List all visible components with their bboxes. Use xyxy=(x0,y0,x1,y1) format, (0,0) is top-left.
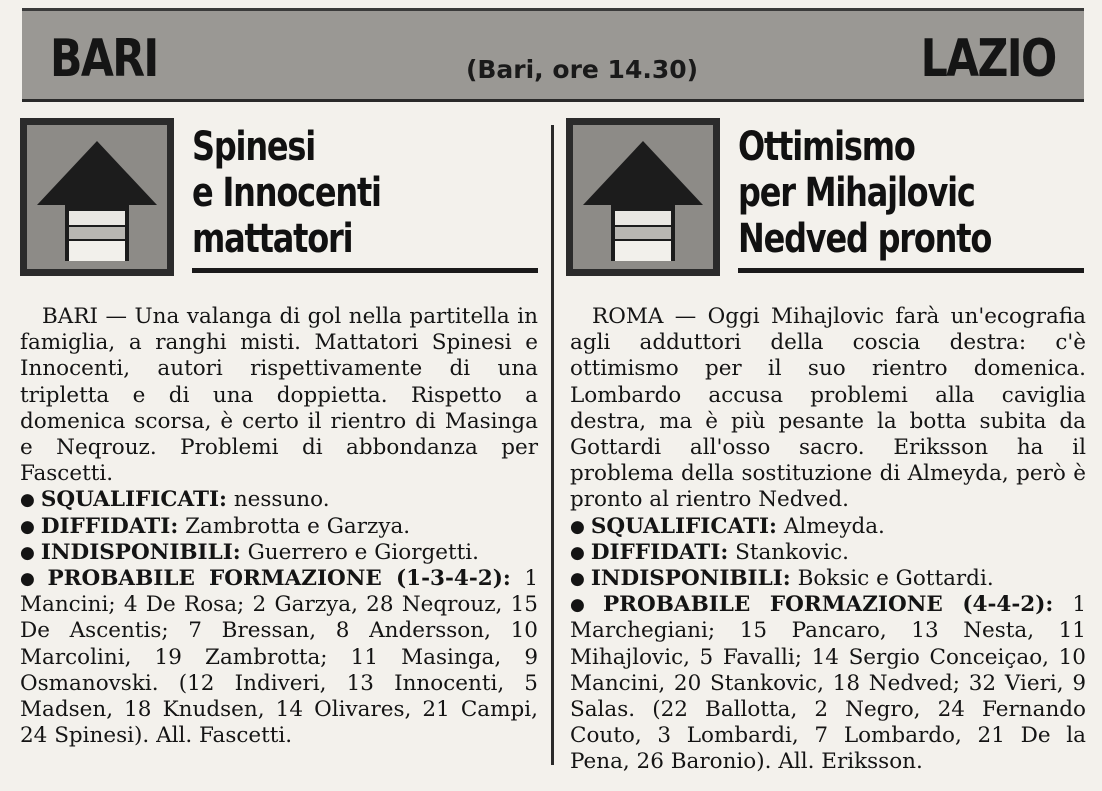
bullet-icon: ● xyxy=(570,542,585,563)
headline-line: mattatori xyxy=(192,216,353,262)
bullet-icon: ● xyxy=(20,516,35,537)
headline-line: Ottimismo xyxy=(738,124,915,170)
info-item: ● INDISPONIBILI: Guerrero e Giorgetti. xyxy=(20,539,479,565)
venue-time: (Bari, ore 14.30) xyxy=(465,55,699,84)
headline-line: per Mihajlovic xyxy=(738,170,975,216)
info-item: ● PROBABILE FORMAZIONE (4-4-2): 1 Marchegiani; 15 Pancaro, 13 Nesta, 11 Mihajlovic, 5 Favalli; 14 Sergio Conceiçao, 10 Mancini, 20 Stankovic, 18 Nedved; 32 Vieri, 9 Salas. (22 Ballotta, 2 Negro, 24 Fernando Couto, 3 Lombardi, 7 Lombardo, 21 De la Pena, 26 Baronio). All. Eriksson. xyxy=(570,592,1086,775)
lazio-headline xyxy=(738,124,1098,262)
bullet-icon: ● xyxy=(20,542,35,563)
lazio-article xyxy=(570,304,1086,776)
bullet-icon: ● xyxy=(570,595,597,616)
bari-article xyxy=(20,304,538,749)
headline-rule xyxy=(192,268,538,273)
headline-rule xyxy=(738,268,1084,273)
up-arrow-icon xyxy=(566,118,720,276)
info-item: ● SQUALIFICATI: nessuno. xyxy=(20,487,330,513)
bullet-icon: ● xyxy=(20,490,35,511)
intro-paragraph: ROMA — Oggi Mihajlovic farà un'ecografia agli adduttori della coscia destra: c'è ottimismo per il suo rientro domenica. Lombardo accusa problemi alla caviglia destra, ma è più pesante la botta subita da Gottardi all'osso sacro. Eriksson ha il problema della sostituzione di Almeyda, però è pronto al rientro Nedved. xyxy=(570,304,1086,513)
info-item: ● INDISPONIBILI: Boksic e Gottardi. xyxy=(570,566,994,592)
match-header xyxy=(22,8,1084,102)
home-team-name: BARI xyxy=(50,29,158,89)
away-team-name: LAZIO xyxy=(920,29,1056,89)
info-item: ● DIFFIDATI: Stankovic. xyxy=(570,539,850,565)
info-item: ● SQUALIFICATI: Almeyda. xyxy=(570,513,885,539)
headline-line: Spinesi xyxy=(192,124,316,170)
bullet-icon: ● xyxy=(20,569,42,590)
bullet-icon: ● xyxy=(570,516,585,537)
headline-line: Nedved pronto xyxy=(738,216,992,262)
info-item: ● DIFFIDATI: Zambrotta e Garzya. xyxy=(20,513,411,539)
bullet-icon: ● xyxy=(570,569,585,590)
headline-line: e Innocenti xyxy=(192,170,381,216)
info-item: ● PROBABILE FORMAZIONE (1-3-4-2): 1 Mancini; 4 De Rosa; 2 Garzya, 28 Neqrouz, 15 De Ascentis; 7 Bressan, 8 Andersson, 10 Marcolini, 19 Zambrotta; 11 Masinga, 9 Osmanovski. (12 Indiveri, 13 Innocenti, 5 Madsen, 18 Knudsen, 14 Olivares, 21 Campi, 24 Spinesi). All. Fascetti. xyxy=(20,566,538,749)
up-arrow-icon xyxy=(20,118,174,276)
bari-headline xyxy=(192,124,552,262)
intro-paragraph: BARI — Una valanga di gol nella partitella in famiglia, a ranghi misti. Mattatori Spinesi e Innocenti, autori rispettivamente di una tripletta e di una doppietta. Rispetto a domenica scorsa, è certo il rientro di Masinga e Neqrouz. Problemi di abbondanza per Fascetti. xyxy=(20,304,538,487)
